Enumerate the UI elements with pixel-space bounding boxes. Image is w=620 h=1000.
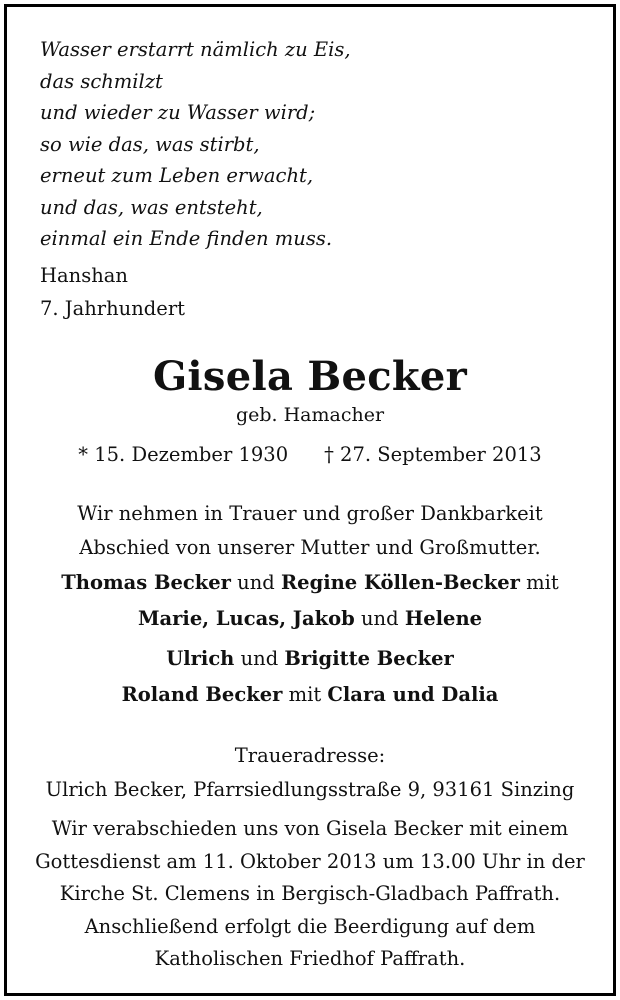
life-dates — [0, 440, 620, 470]
mourning-message — [0, 497, 620, 565]
family-row — [0, 641, 620, 677]
address-label: Traueradresse: — [234, 744, 386, 767]
poem — [40, 34, 351, 255]
poem-line: und wieder zu Wasser wird; — [40, 101, 316, 124]
poem-line: einmal ein Ende finden muss. — [40, 227, 333, 250]
deceased-name: Gisela Becker — [152, 353, 468, 400]
mourning-line: Wir nehmen in Trauer und großer Dankbarkeit — [77, 502, 543, 525]
poem-author: Hanshan — [40, 264, 128, 287]
connector-text: mit — [288, 683, 322, 706]
service-line: Anschließend erfolgt die Beerdigung auf dem — [84, 914, 536, 938]
family-member: Regine Köllen-Becker — [280, 571, 520, 594]
service-line: Gottesdienst am 11. Oktober 2013 um 13.00 Uhr in der — [35, 849, 585, 873]
family-member: Roland Becker — [121, 683, 283, 706]
service-info — [0, 813, 620, 976]
poem-attribution — [40, 259, 185, 325]
family-member: Clara und Dalia — [327, 683, 499, 706]
poem-line: das schmilzt — [40, 69, 163, 93]
mourning-address — [0, 739, 620, 807]
family-row — [0, 565, 620, 601]
poem-era: 7. Jahrhundert — [40, 297, 185, 320]
birth-date: * 15. Dezember 1930 — [78, 443, 289, 466]
service-line: Wir verabschieden uns von Gisela Becker mit einem — [51, 817, 569, 840]
connector-text: mit — [526, 571, 559, 594]
mourning-line: Abschied von unserer Mutter und Großmutter. — [79, 536, 541, 559]
poem-line: Wasser erstarrt nämlich zu Eis, — [40, 38, 351, 61]
poem-line: und das, was entsteht, — [40, 195, 263, 219]
family-list — [0, 565, 620, 713]
family-row — [0, 677, 620, 713]
family-member: Ulrich — [166, 647, 235, 670]
family-member: Brigitte Becker — [284, 647, 454, 670]
poem-line: erneut zum Leben erwacht, — [40, 164, 314, 187]
maiden-name: geb. Hamacher — [235, 404, 385, 426]
poem-line: so wie das, was stirbt, — [40, 132, 260, 156]
service-line: Katholischen Friedhof Paffrath. — [154, 947, 466, 970]
connector-text: und — [237, 571, 275, 594]
family-member: Marie, Lucas, Jakob — [137, 607, 355, 630]
service-line: Kirche St. Clemens in Bergisch-Gladbach Paffrath. — [59, 882, 561, 905]
family-row — [0, 601, 620, 637]
connector-text: und — [361, 607, 399, 630]
address-value: Ulrich Becker, Pfarrsiedlungsstraße 9, 93161 Sinzing — [45, 778, 575, 801]
death-date: † 27. September 2013 — [324, 443, 542, 466]
family-member: Helene — [404, 607, 483, 630]
family-member: Thomas Becker — [61, 571, 231, 594]
connector-text: und — [240, 647, 279, 670]
